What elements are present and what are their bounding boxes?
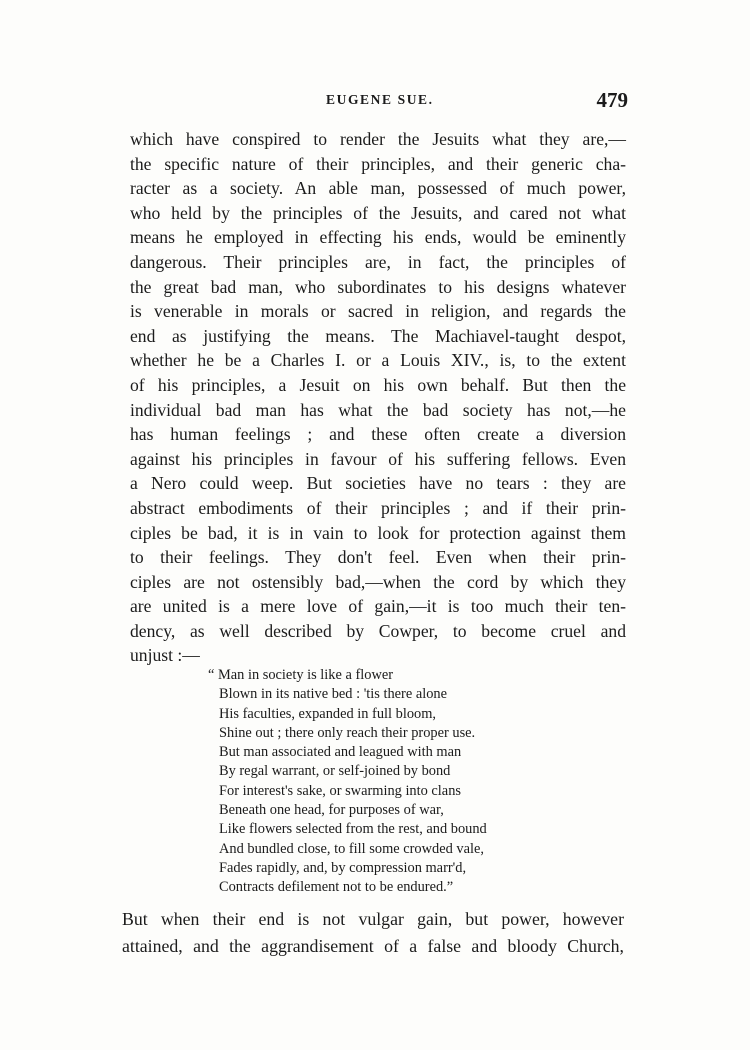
page-number: 479 xyxy=(596,88,628,112)
quote-line: Beneath one head, for purposes of war, xyxy=(219,802,444,819)
quote-line: Shine out ; there only reach their proper use. xyxy=(219,724,476,741)
running-head xyxy=(130,90,630,114)
text-line: has human feelings ; and these often create a diversion xyxy=(130,424,626,445)
text-line: whether he be a Charles I. or a Louis XIV., is, to the extent xyxy=(130,350,626,371)
text-line: the great bad man, who subordinates to his designs whatever xyxy=(130,276,626,297)
quote-line: Like flowers selected from the rest, and bound xyxy=(219,821,487,838)
quote-line: But man associated and leagued with man xyxy=(219,744,462,761)
running-title: EUGENE SUE. xyxy=(326,92,434,107)
quote-line: By regal warrant, or self-joined by bond xyxy=(219,763,451,780)
text-line: who held by the principles of the Jesuits, and cared not what xyxy=(130,202,626,223)
main-paragraph xyxy=(130,127,626,668)
text-line: racter as a society. An able man, possessed of much power, xyxy=(130,178,626,199)
text-line: are united is a mere love of gain,—it is too much their ten- xyxy=(130,596,626,617)
text-line: a Nero could weep. But societies have no tears : they are xyxy=(130,473,626,494)
text-line: ciples are not ostensibly bad,—when the cord by which they xyxy=(130,571,626,592)
text-line: means he employed in effecting his ends, would be eminently xyxy=(130,227,626,248)
quote-line: For interest's sake, or swarming into clans xyxy=(219,782,461,799)
quote-line: “ Man in society is like a flower xyxy=(208,667,394,683)
quote-line: Blown in its native bed : 'tis there alone xyxy=(219,686,448,703)
block-quote xyxy=(208,666,548,898)
text-line: of his principles, a Jesuit on his own behalf. But then the xyxy=(130,374,626,395)
quote-line: And bundled close, to fill some crowded vale, xyxy=(219,840,484,857)
quote-line: His faculties, expanded in full bloom, xyxy=(219,705,437,722)
text-line: abstract embodiments of their principles ; and if their prin- xyxy=(130,497,626,518)
text-line: to their feelings. They don't feel. Even when their prin- xyxy=(130,547,626,568)
text-line: But when their end is not vulgar gain, but power, however xyxy=(122,909,624,929)
quote-line: Fades rapidly, and, by compression marr'd, xyxy=(219,859,467,876)
text-line: against his principles in favour of his suffering fellows. Even xyxy=(130,448,626,469)
text-line: dangerous. Their principles are, in fact, the principles of xyxy=(130,251,626,272)
text-line: unjust :— xyxy=(130,645,200,666)
quote-line: Contracts defilement not to be endured.” xyxy=(219,879,454,896)
continuation-paragraph xyxy=(122,906,624,960)
text-line: individual bad man has what the bad society has not,—he xyxy=(130,399,626,420)
text-line: ciples be bad, it is in vain to look for protection against them xyxy=(130,522,626,543)
text-line: which have conspired to render the Jesuits what they are,— xyxy=(130,129,626,149)
text-line: dency, as well described by Cowper, to become cruel and xyxy=(130,620,626,641)
text-line: end as justifying the means. The Machiavel-taught despot, xyxy=(130,325,626,346)
text-line: is venerable in morals or sacred in religion, and regards the xyxy=(130,301,626,322)
text-line: attained, and the aggrandisement of a false and bloody Church, xyxy=(122,936,624,956)
text-line: the specific nature of their principles, and their generic cha- xyxy=(130,153,626,174)
